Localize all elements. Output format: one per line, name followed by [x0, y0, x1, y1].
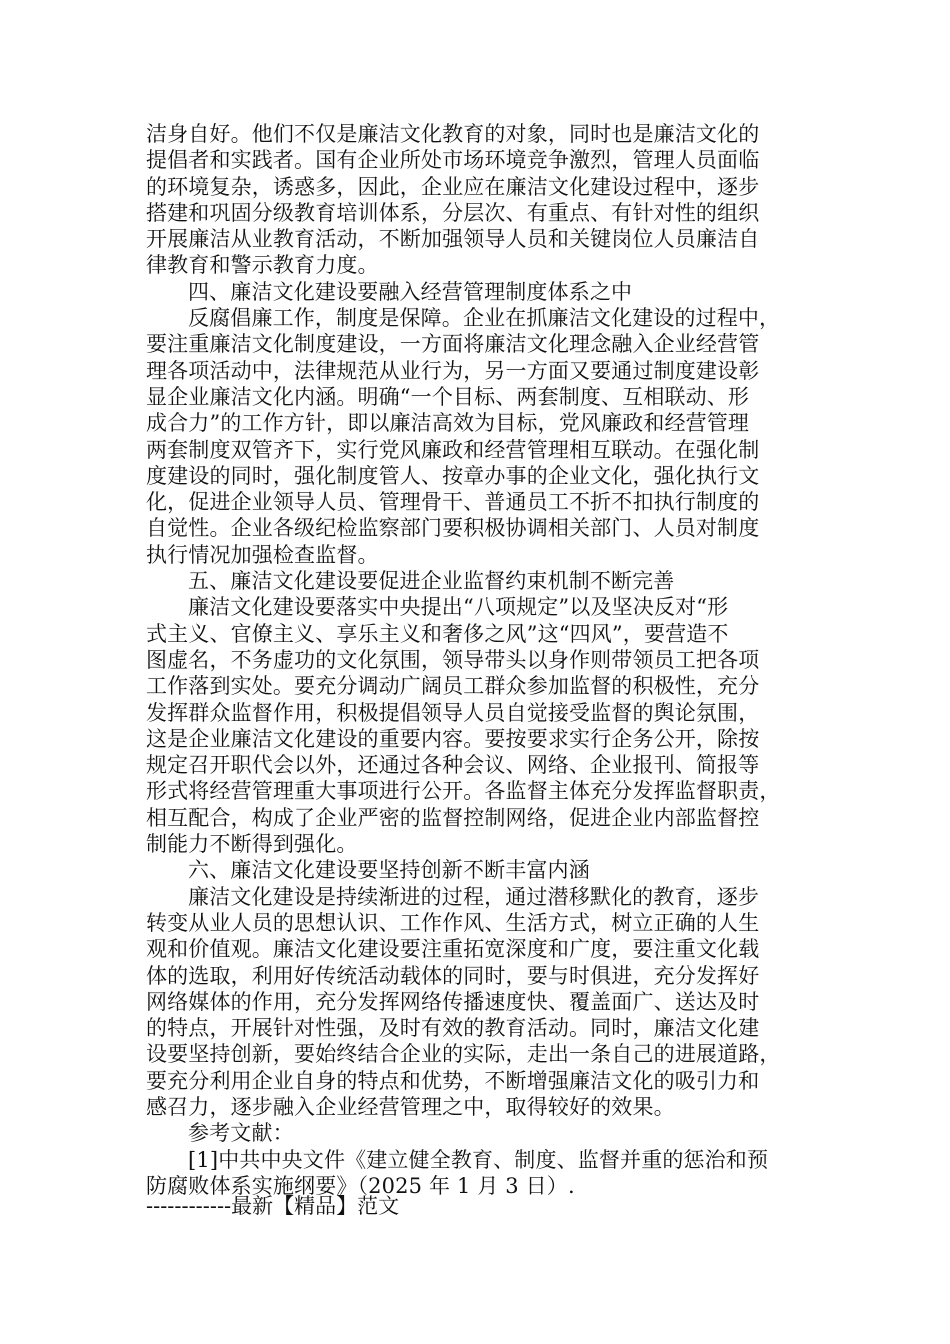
paragraph-line: 执行情况加强检查监督。 — [146, 542, 379, 567]
paragraph-line: 图虚名，不务虚功的文化氛围，领导带头以身作则带领员工把各项 — [146, 647, 760, 672]
document-body — [146, 121, 806, 1199]
paragraph-line: 工作落到实处。要充分调动广阔员工群众参加监督的积极性，充分 — [146, 674, 760, 699]
paragraph-line: 两套制度双管齐下，实行党风廉政和经营管理相互联动。在强化制 — [146, 437, 760, 462]
paragraph-line-indented: [1]中共中央文件《建立健全教育、制度、监督并重的惩治和预 — [188, 1147, 769, 1172]
footer-label: ------------最新【精品】范文 — [146, 1194, 400, 1218]
paragraph-line: 搭建和巩固分级教育培训体系，分层次、有重点、有针对性的组织 — [146, 200, 760, 225]
paragraph-line-indented: 廉洁文化建设是持续渐进的过程，通过潜移默化的教育，逐步 — [188, 884, 760, 909]
paragraph-line: 提倡者和实践者。国有企业所处市场环境竞争激烈，管理人员面临 — [146, 148, 760, 173]
paragraph-line-indented: 六、廉洁文化建设要坚持创新不断丰富内涵 — [188, 858, 590, 883]
paragraph-line: 防腐败体系实施纲要》（2025 年 1 月 3 日）. — [146, 1173, 575, 1198]
paragraph-line: 体的选取，利用好传统活动载体的同时，要与时俱进，充分发挥好 — [146, 963, 760, 988]
paragraph-line: 显企业廉洁文化内涵。明确“一个目标、两套制度、互相联动、形 — [146, 384, 750, 409]
paragraph-line: 制能力不断得到强化。 — [146, 832, 358, 857]
paragraph-line: 式主义、官僚主义、享乐主义和奢侈之风”这“四风”，要营造不 — [146, 621, 729, 646]
paragraph-line-indented: 四、廉洁文化建设要融入经营管理制度体系之中 — [188, 279, 633, 304]
paragraph-line-indented: 廉洁文化建设要落实中央提出“八项规定”以及坚决反对“形 — [188, 595, 729, 620]
paragraph-line: 自觉性。企业各级纪检监察部门要积极协调相关部门、人员对制度 — [146, 516, 760, 541]
paragraph-line: 化，促进企业领导人员、管理骨干、普通员工不折不扣执行制度的 — [146, 490, 760, 515]
paragraph-line: 感召力，逐步融入企业经营管理之中，取得较好的效果。 — [146, 1094, 675, 1119]
paragraph-line: 洁身自好。他们不仅是廉洁文化教育的对象，同时也是廉洁文化的 — [146, 122, 760, 146]
paragraph-line: 要充分利用企业自身的特点和优势，不断增强廉洁文化的吸引力和 — [146, 1068, 760, 1093]
paragraph-line: 律教育和警示教育力度。 — [146, 253, 379, 278]
paragraph-line: 观和价值观。廉洁文化建设要注重拓宽深度和广度，要注重文化载 — [146, 937, 760, 962]
paragraph-line: 转变从业人员的思想认识、工作作风、生活方式，树立正确的人生 — [146, 910, 760, 935]
paragraph-line: 相互配合，构成了企业严密的监督控制网络，促进企业内部监督控 — [146, 805, 760, 830]
paragraph-line: 发挥群众监督作用，积极提倡领导人员自觉接受监督的舆论氛围， — [146, 700, 760, 725]
paragraph-line: 度建设的同时，强化制度管人、按章办事的企业文化，强化执行文 — [146, 463, 760, 488]
paragraph-line: 设要坚持创新，要始终结合企业的实际，走出一条自己的进展道路， — [146, 1042, 781, 1067]
paragraph-line: 的特点，开展针对性强，及时有效的教育活动。同时，廉洁文化建 — [146, 1016, 760, 1041]
paragraph-line: 要注重廉洁文化制度建设，一方面将廉洁文化理念融入企业经营管 — [146, 332, 760, 357]
paragraph-line: 理各项活动中，法律规范从业行为，另一方面又要通过制度建设彰 — [146, 358, 760, 383]
paragraph-line: 的环境复杂，诱惑多，因此，企业应在廉洁文化建设过程中，逐步 — [146, 174, 760, 199]
paragraph-line-indented: 反腐倡廉工作，制度是保障。企业在抓廉洁文化建设的过程中， — [188, 306, 781, 331]
paragraph-line: 形式将经营管理重大事项进行公开。各监督主体充分发挥监督职责， — [146, 779, 781, 804]
paragraph-line-indented: 参考文献： — [188, 1121, 294, 1146]
paragraph-line: 这是企业廉洁文化建设的重要内容。要按要求实行企务公开，除按 — [146, 726, 760, 751]
paragraph-line: 规定召开职代会以外，还通过各种会议、网络、企业报刊、简报等 — [146, 753, 760, 778]
paragraph-line-indented: 五、廉洁文化建设要促进企业监督约束机制不断完善 — [188, 569, 675, 594]
paragraph-line: 开展廉洁从业教育活动，不断加强领导人员和关键岗位人员廉洁自 — [146, 227, 760, 252]
paragraph-line: 网络媒体的作用，充分发挥网络传播速度快、覆盖面广、送达及时 — [146, 989, 760, 1014]
paragraph-line: 成合力”的工作方针，即以廉洁高效为目标，党风廉政和经营管理 — [146, 411, 750, 436]
